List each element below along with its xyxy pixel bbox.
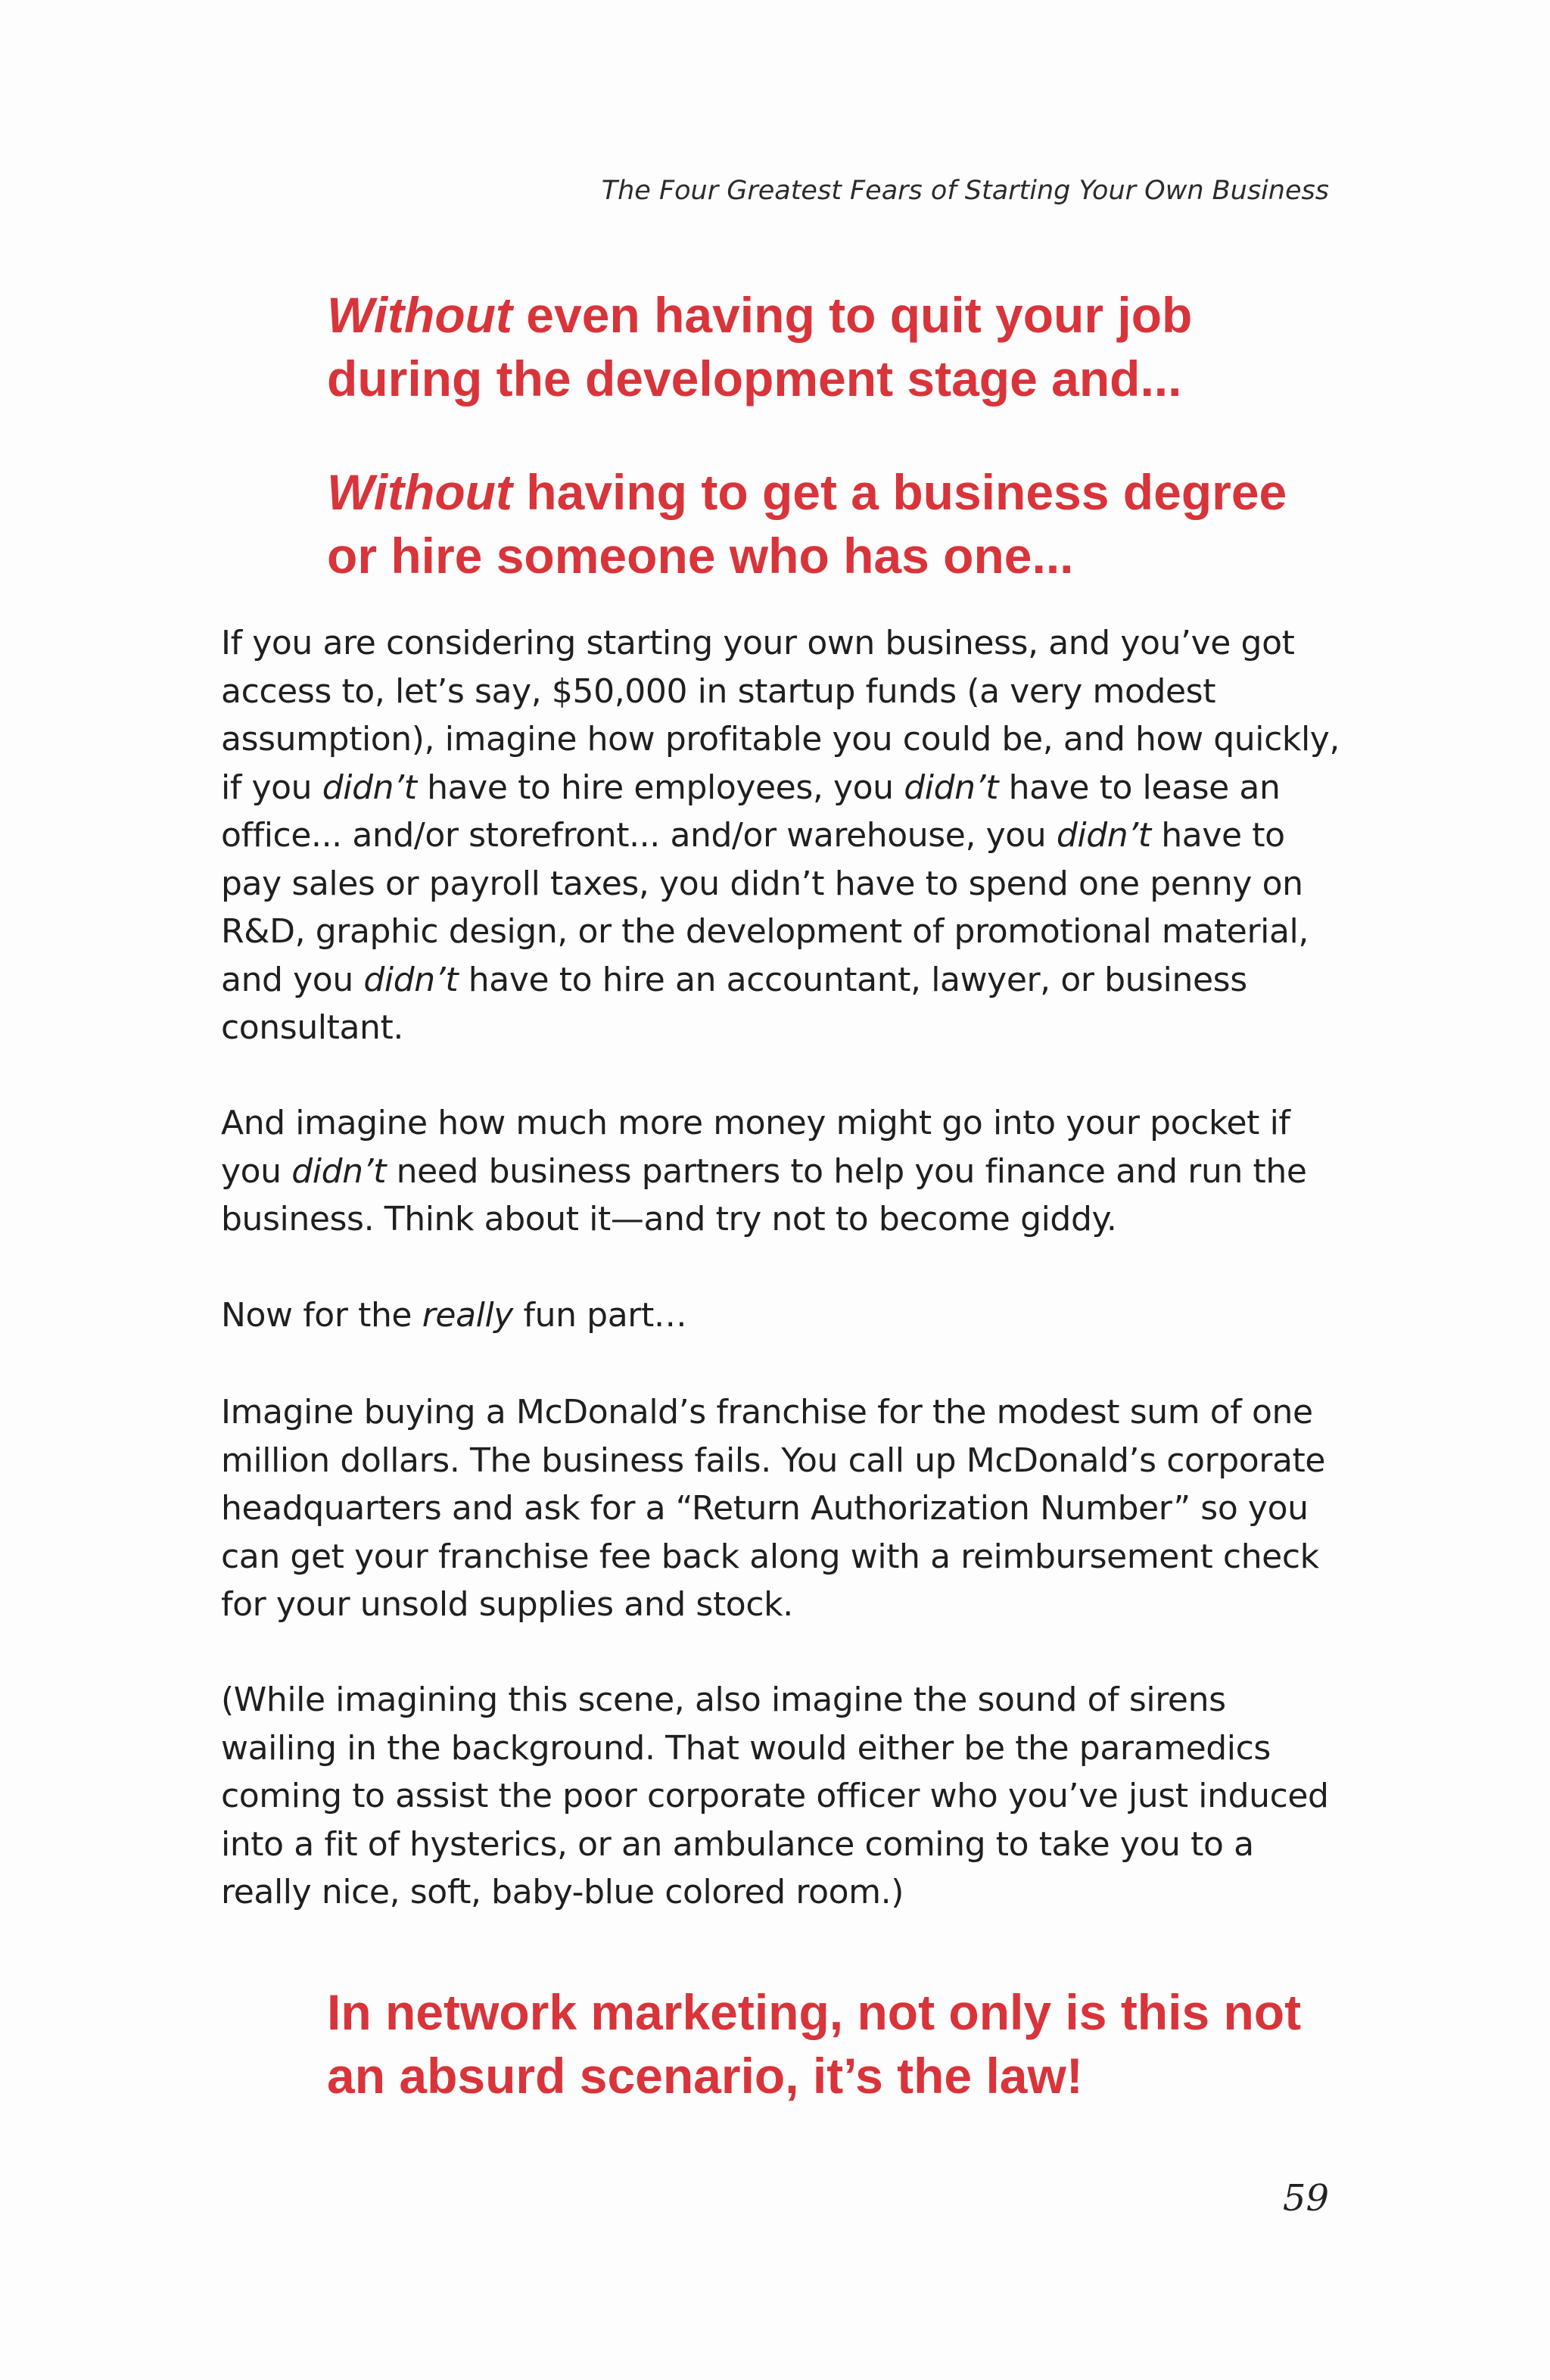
callout-text: even having to quit your job during the development stage and... xyxy=(327,287,1193,407)
callout-text: having to get a business degree or hire someone who has one... xyxy=(327,464,1287,584)
paragraph-4: Imagine buying a McDonald’s franchise for the modest sum of one million dollars. The business fails. You call up McDonald’s corporate headquarters and ask for a “Return Authorization Number” so you can get your franchise fee back along with a reimbursement check for your unsold supplies and stock. xyxy=(221,1393,1326,1624)
paragraph-text: have to pay sales or payroll taxes, you didn’t have to spend one penny on R&D, graphic design, or the development of promotional material, and you xyxy=(221,816,1309,999)
paragraph-text: If you are considering starting your own business, and you’ve got access to, let’s say, $50,000 in startup funds (a very modest assumption), imagine how profitable you could be, and how quickly, if you xyxy=(221,624,1340,807)
paragraph-2 xyxy=(221,1099,1341,1244)
paragraph-emphasis: really xyxy=(422,1296,513,1335)
callout-heading-3: In network marketing, not only is this not an absurd scenario, it’s the law! xyxy=(327,1984,1302,2104)
paragraph-text: And imagine how much more money might go into your pocket if you xyxy=(221,1104,1290,1191)
paragraph-text: Now for the xyxy=(221,1296,422,1335)
callout-heading-2 xyxy=(327,460,1341,587)
paragraph-emphasis: didn’t xyxy=(1056,816,1151,855)
paragraph-text: fun part… xyxy=(512,1296,687,1335)
page-number: 59 xyxy=(1282,2177,1329,2220)
paragraph-text: need business partners to help you finance and run the business. Think about it—and try not to become giddy. xyxy=(221,1151,1307,1238)
paragraph-emphasis: didn’t xyxy=(904,768,999,807)
paragraph-emphasis: didn’t xyxy=(291,1151,387,1191)
paragraph-text: have to hire employees, you xyxy=(416,768,904,807)
paragraph-3 xyxy=(221,1291,1341,1340)
paragraph-text: have to lease an office... and/or storefront... and/or warehouse, you xyxy=(221,768,1281,855)
running-header: The Four Greatest Fears of Starting Your Own Business xyxy=(601,176,1329,206)
paragraph-5: (While imagining this scene, also imagine the sound of sirens wailing in the background. That would either be the paramedics coming to assist the poor corporate officer who you’ve just induced into a fit of hysterics, or an ambulance coming to take you to a really nice, soft, baby-blue colored room.) xyxy=(221,1681,1329,1911)
callout-emphasis: Without xyxy=(327,464,512,520)
callout-heading-1 xyxy=(327,283,1341,410)
paragraph-text: have to hire an accountant, lawyer, or business consultant. xyxy=(221,960,1247,1047)
paragraph-1 xyxy=(221,619,1341,1052)
callout-emphasis: Without xyxy=(327,287,512,343)
paragraph-emphasis: didn’t xyxy=(363,960,459,999)
paragraph-emphasis: didn’t xyxy=(322,768,417,807)
